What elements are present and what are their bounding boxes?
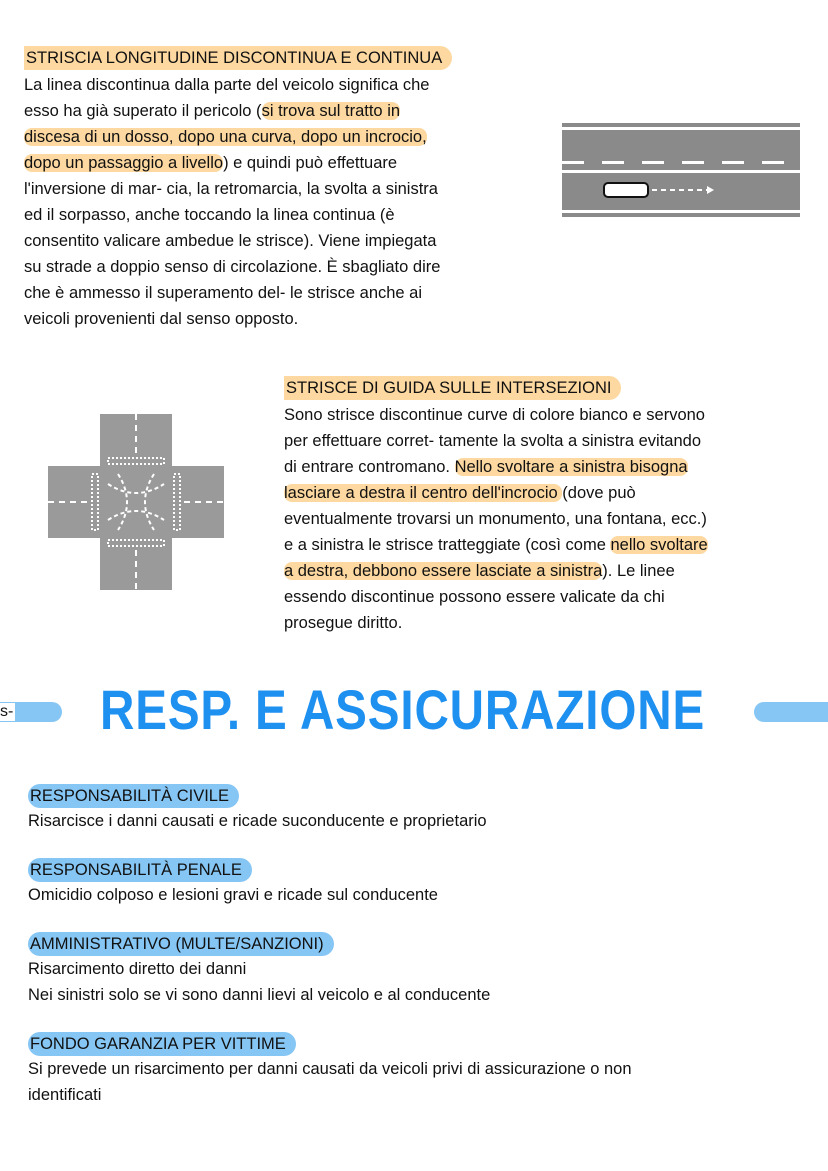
text-segment: essendo discontinue possono essere valicate da chi bbox=[284, 588, 665, 606]
text-line bbox=[24, 72, 452, 98]
section-strisce-guida bbox=[284, 376, 708, 636]
text-line bbox=[284, 506, 708, 532]
text-segment: ed il sorpasso, anche toccando la linea continua (è bbox=[24, 206, 395, 224]
highlighted-text: si trova sul tratto in bbox=[261, 102, 401, 120]
entry-text: Risarcisce i danni causati e ricade suconducente e proprietario bbox=[28, 812, 487, 830]
intersection-illustration bbox=[48, 414, 224, 590]
entry-heading: RESPONSABILITÀ PENALE bbox=[28, 858, 252, 882]
text-line bbox=[24, 254, 452, 280]
highlighted-text: a destra, debbono essere lasciate a sinistra bbox=[284, 562, 603, 580]
text-segment: per effettuare corret- tamente la svolta a sinistra evitando bbox=[284, 432, 701, 450]
section-title: RESP. E ASSICURAZIONE bbox=[100, 678, 706, 741]
text-segment: veicoli provenienti dal senso opposto. bbox=[24, 310, 299, 328]
text-line bbox=[24, 124, 452, 150]
text-segment: eventualmente trovarsi un monumento, una fontana, ecc.) bbox=[284, 510, 707, 528]
highlighted-text: nello svoltare bbox=[610, 536, 708, 554]
definition-entry bbox=[28, 784, 818, 834]
entry-text: Nei sinistri solo se vi sono danni lievi al veicolo e al conducente bbox=[28, 986, 491, 1004]
text-line bbox=[284, 428, 708, 454]
highlighted-text: lasciare a destra il centro dell'incrocio bbox=[284, 484, 563, 502]
text-line bbox=[24, 98, 452, 124]
text-segment: consentito valicare ambedue le strisce). Viene impiegata bbox=[24, 232, 437, 250]
text-line bbox=[24, 150, 452, 176]
text-line bbox=[284, 402, 708, 428]
text-segment: e a sinistra le strisce tratteggiate (così come bbox=[284, 536, 611, 554]
text-segment: su strade a doppio senso di circolazione. È sbagliato dire bbox=[24, 258, 441, 276]
section-striscia bbox=[24, 46, 452, 332]
text-segment: Sono strisce discontinue curve di colore bianco e servono bbox=[284, 406, 705, 424]
entry-heading: AMMINISTRATIVO (MULTE/SANZIONI) bbox=[28, 932, 334, 956]
entry-heading: FONDO GARANZIA PER VITTIME bbox=[28, 1032, 296, 1056]
highlighted-text: discesa di un dosso, dopo una curva, dopo un incrocio, bbox=[24, 128, 427, 146]
paragraph-strisce-guida bbox=[284, 402, 708, 636]
definition-entry bbox=[28, 1032, 818, 1108]
text-segment: esso ha già superato il pericolo ( bbox=[24, 102, 262, 120]
text-line bbox=[24, 306, 452, 332]
definition-entry bbox=[28, 932, 818, 1008]
text-line bbox=[284, 480, 708, 506]
text-line bbox=[24, 228, 452, 254]
entry-text: identificati bbox=[28, 1086, 102, 1104]
text-segment: l'inversione di mar- cia, la retromarcia, la svolta a sinistra bbox=[24, 180, 438, 198]
text-line bbox=[24, 280, 452, 306]
entry-text: Omicidio colposo e lesioni gravi e ricade sul conducente bbox=[28, 886, 438, 904]
banner-left-fragment: s- bbox=[0, 703, 14, 720]
highlighted-text: Nello svoltare a sinistra bisogna bbox=[454, 458, 688, 476]
text-line bbox=[284, 558, 708, 584]
text-line bbox=[24, 202, 452, 228]
highlighted-text: dopo un passaggio a livello bbox=[24, 154, 224, 172]
banner-right-bar bbox=[754, 702, 828, 722]
definition-entry bbox=[28, 858, 818, 908]
text-line bbox=[284, 610, 708, 636]
road-marking-illustration bbox=[562, 123, 800, 217]
text-line bbox=[284, 532, 708, 558]
entry-heading: RESPONSABILITÀ CIVILE bbox=[28, 784, 239, 808]
entry-text: Si prevede un risarcimento per danni causati da veicoli privi di assicurazione o non bbox=[28, 1060, 632, 1078]
car-icon bbox=[604, 183, 648, 197]
paragraph-striscia bbox=[24, 72, 452, 332]
text-segment: La linea discontinua dalla parte del veicolo significa che bbox=[24, 76, 430, 94]
text-segment: ) e quindi può effettuare bbox=[223, 154, 398, 172]
text-line bbox=[284, 584, 708, 610]
text-segment: (dove può bbox=[562, 484, 636, 502]
text-segment: ). Le linee bbox=[602, 562, 675, 580]
text-line bbox=[284, 454, 708, 480]
section-responsabilita bbox=[28, 784, 818, 1132]
text-segment: di entrare contromano. bbox=[284, 458, 455, 476]
text-line bbox=[24, 176, 452, 202]
heading-strisce-guida: STRISCE DI GUIDA SULLE INTERSEZIONI bbox=[284, 376, 621, 400]
heading-striscia: STRISCIA LONGITUDINE DISCONTINUA E CONTINUA bbox=[24, 46, 452, 70]
text-segment: prosegue diritto. bbox=[284, 614, 403, 632]
entry-text: Risarcimento diretto dei danni bbox=[28, 960, 247, 978]
text-segment: che è ammesso il superamento del- le strisce anche ai bbox=[24, 284, 423, 302]
